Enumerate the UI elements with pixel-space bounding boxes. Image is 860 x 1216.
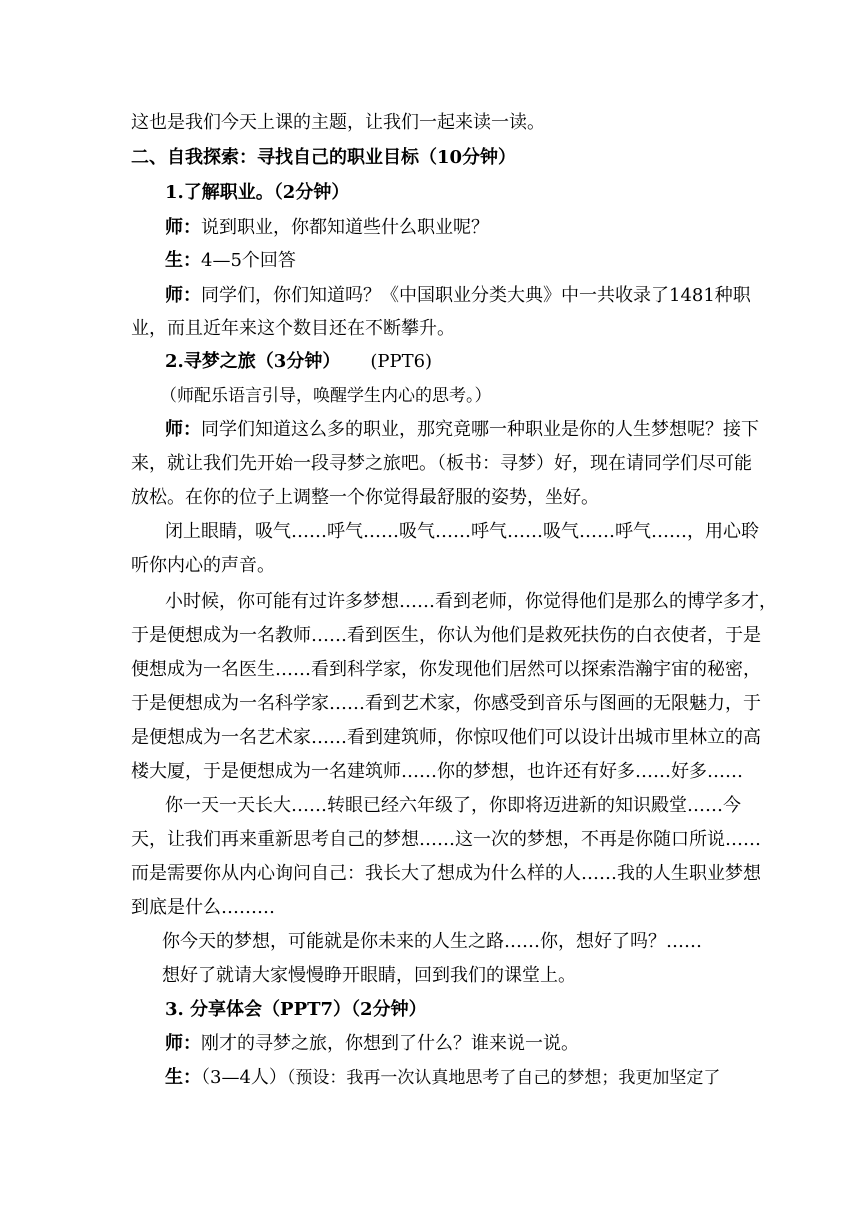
text-line: 于是便想成为一名科学家……看到艺术家，你感受到音乐与图画的无限魅力，于 <box>131 693 761 714</box>
speaker-label: 师： <box>165 217 201 238</box>
text-line: 你今天的梦想，可能就是你未来的人生之路……你，想好了吗？…… <box>162 931 702 952</box>
text-line: 而是需要你从内心询问自己：我长大了想成为什么样的人……我的人生职业梦想 <box>131 863 761 884</box>
dialogue-line <box>165 1031 579 1057</box>
subsection-heading: 1.了解职业。（2分钟） <box>165 182 350 203</box>
subsection-heading <box>165 349 432 375</box>
ppt-reference: (PPT6) <box>370 351 433 372</box>
subsection-title: 2.寻梦之旅（3分钟） <box>165 351 341 372</box>
text-line: 来，就让我们先开始一段寻梦之旅吧。（板书：寻梦）好，现在请同学们尽可能 <box>131 453 752 474</box>
speaker-label: 生： <box>165 1067 201 1088</box>
text-line: 闭上眼睛，吸气……呼气……吸气……呼气……吸气……呼气……，用心聆 <box>165 521 759 542</box>
dialogue-text: 同学们知道这么多的职业，那究竟哪一种职业是你的人生梦想呢？接下 <box>201 419 759 440</box>
text-line: 你一天一天长大……转眼已经六年级了，你即将迈进新的知识殿堂……今 <box>165 795 741 816</box>
text-line: 是便想成为一名艺术家……看到建筑师，你惊叹他们可以设计出城市里林立的高 <box>131 727 761 748</box>
dialogue-text: 刚才的寻梦之旅，你想到了什么？谁来说一说。 <box>201 1033 579 1054</box>
text-line: 楼大厦，于是便想成为一名建筑师……你的梦想，也许还有好多……好多…… <box>131 761 743 782</box>
text-line: 天，让我们再来重新思考自己的梦想……这一次的梦想，不再是你随口所说…… <box>131 829 761 850</box>
speaker-label: 师： <box>165 285 201 306</box>
section-heading: 二、自我探索：寻找自己的职业目标（10分钟） <box>131 147 517 168</box>
speaker-label: 师： <box>165 419 201 440</box>
dialogue-text: 同学们，你们知道吗？《中国职业分类大典》中一共收录了1481种职 <box>201 285 751 306</box>
text-line: 便想成为一名医生……看到科学家，你发现他们居然可以探索浩瀚宇宙的秘密， <box>131 659 761 680</box>
preset-answer: （预设：我再一次认真地思考了自己的梦想；我更加坚定了 <box>286 1068 721 1088</box>
text-line: 小时候，你可能有过许多梦想……看到老师，你觉得他们是那么的博学多才， <box>165 591 777 612</box>
dialogue-text: 说到职业，你都知道些什么职业呢？ <box>201 217 489 238</box>
dialogue-text: （3—4人） <box>201 1067 287 1088</box>
dialogue-line <box>165 215 489 241</box>
speaker-label: 生： <box>165 250 201 271</box>
dialogue-line <box>165 248 296 274</box>
dialogue-line <box>165 1065 720 1091</box>
dialogue-line <box>165 283 751 309</box>
text-line: 业，而且近年来这个数目还在不断攀升。 <box>131 318 455 339</box>
text-line: 想好了就请大家慢慢睁开眼睛，回到我们的课堂上。 <box>162 965 576 986</box>
dialogue-text: 4—5个回答 <box>201 250 296 271</box>
subsection-heading: 3. 分享体会（PPT7）（2分钟） <box>165 999 427 1020</box>
speaker-label: 师： <box>165 1033 201 1054</box>
text-line: 到底是什么……… <box>131 897 275 918</box>
stage-direction: （师配乐语言引导，唤醒学生内心的思考。） <box>160 386 492 406</box>
text-line: 这也是我们今天上课的主题，让我们一起来读一读。 <box>131 112 545 133</box>
dialogue-line <box>165 417 759 443</box>
text-line: 于是便想成为一名教师……看到医生，你认为他们是救死扶伤的白衣使者，于是 <box>131 625 761 646</box>
text-line: 听你内心的声音。 <box>131 555 275 576</box>
text-line: 放松。在你的位子上调整一个你觉得最舒服的姿势，坐好。 <box>131 487 599 508</box>
